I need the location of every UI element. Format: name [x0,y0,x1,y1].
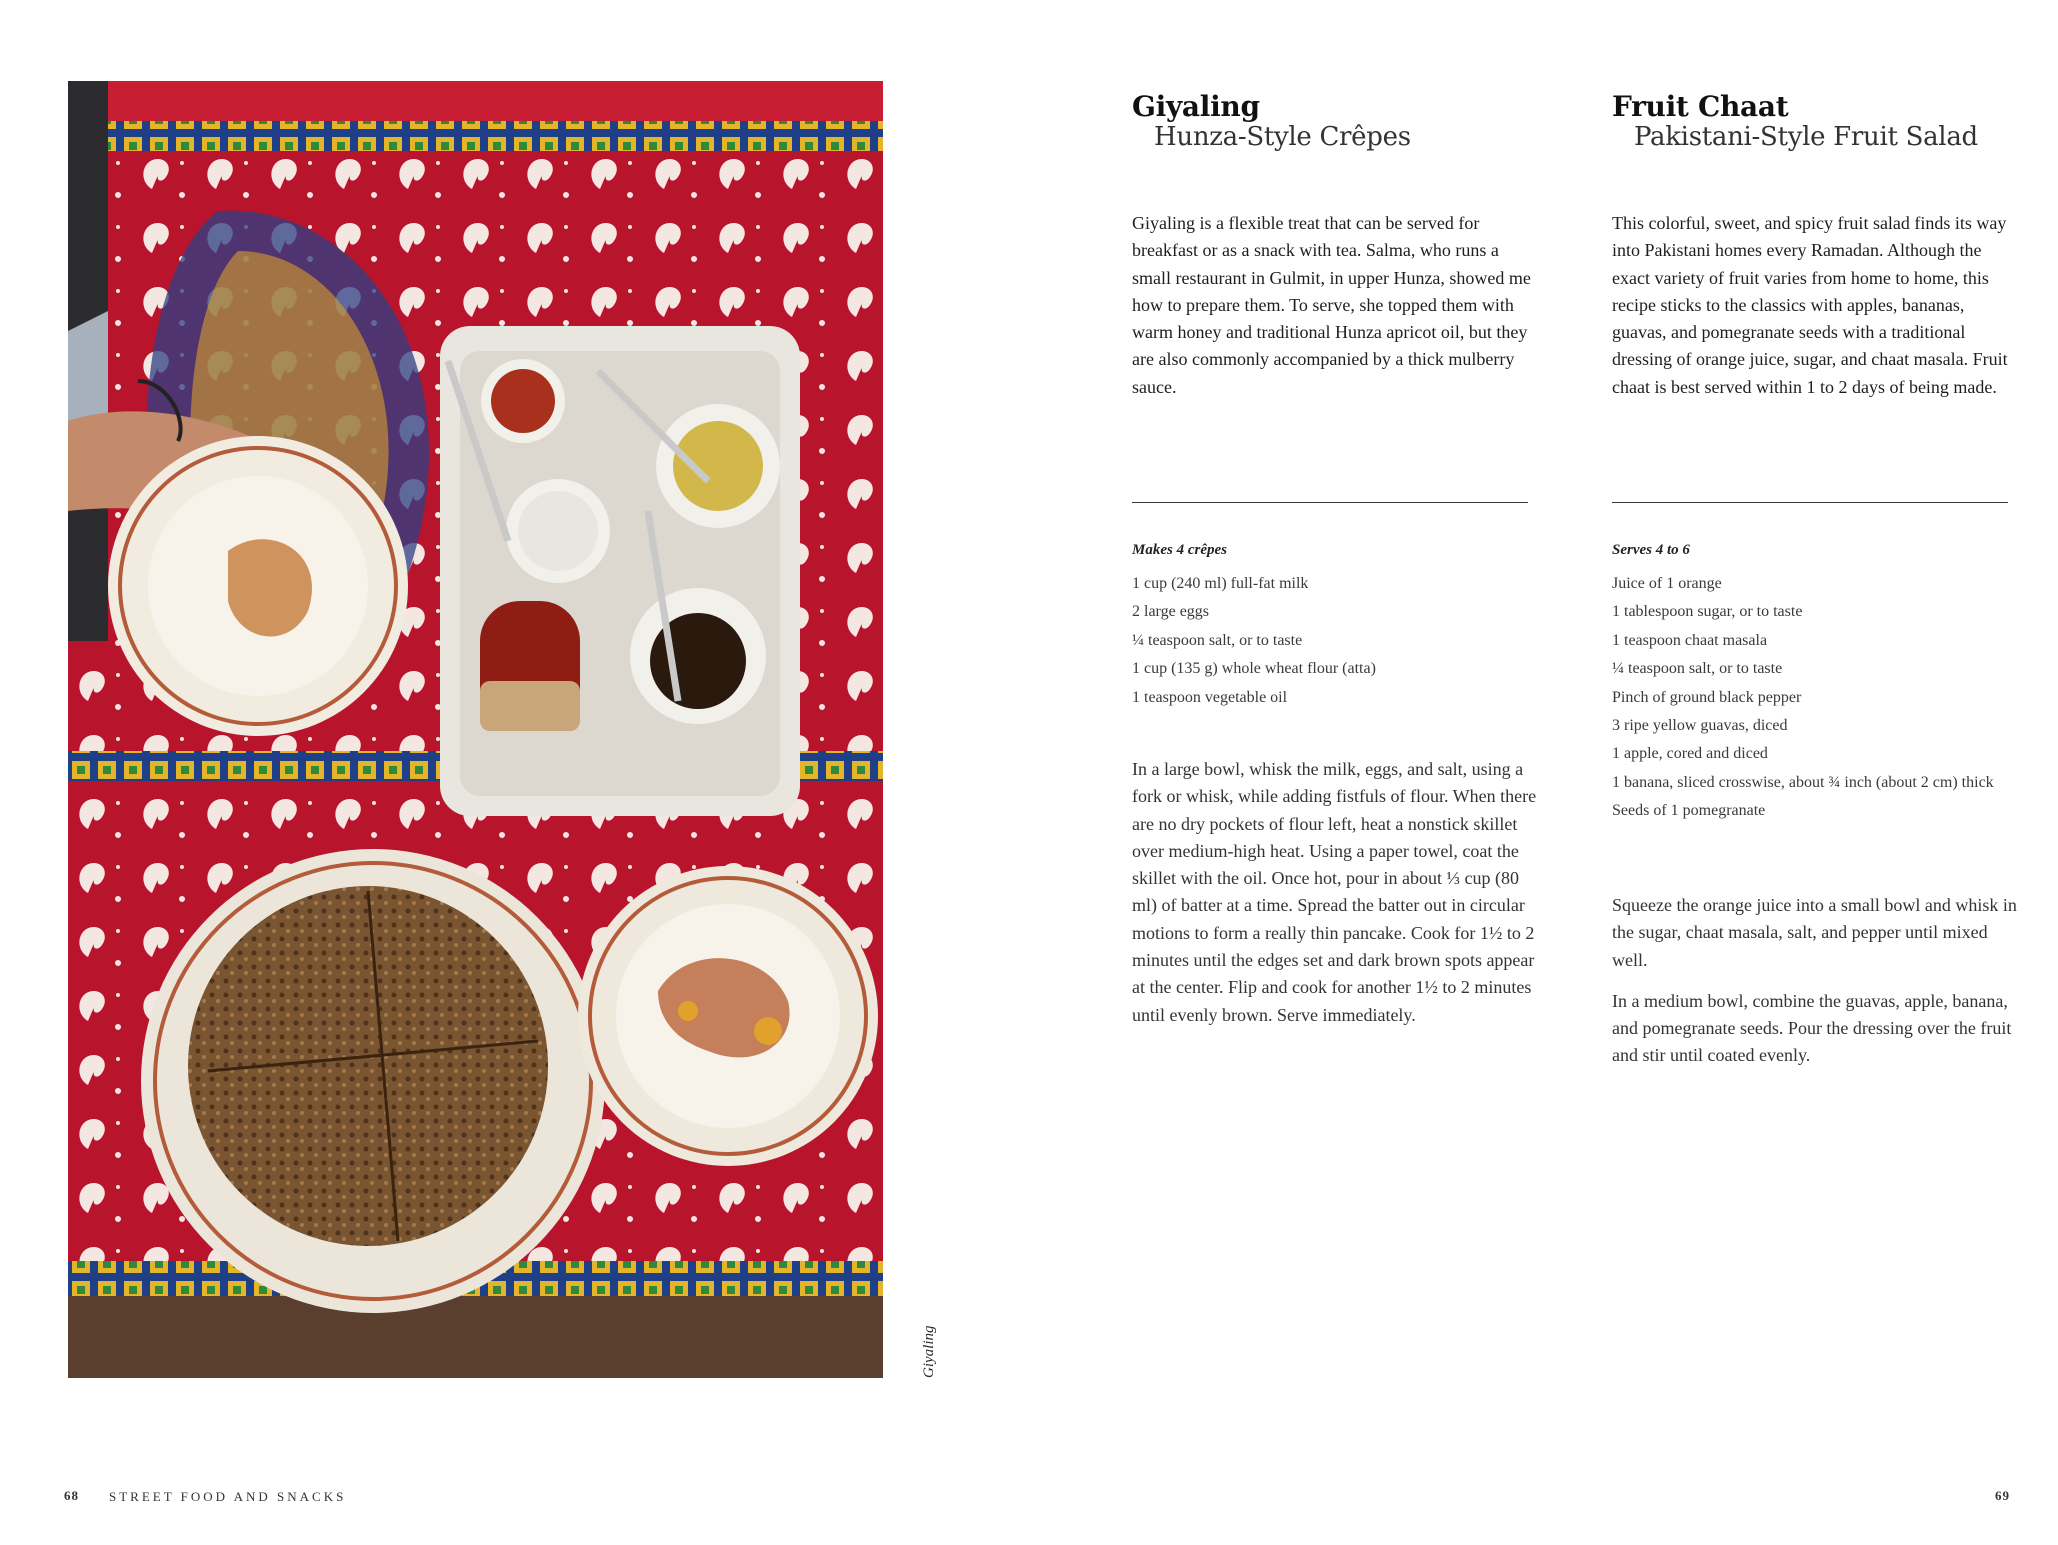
recipe-subtitle: Hunza-Style Crêpes [1154,122,1411,152]
ingredient-item: 1 cup (240 ml) full-fat milk [1132,575,1309,592]
recipe-intro: This colorful, sweet, and spicy fruit salad finds its way into Pakistani homes every Ramadan. Although the exact variety of fruit varies from home to home, this recipe sticks to the classics with apples, bananas, guavas, and pomegranate seeds with a traditional dressing of orange juice, sugar, and chaat masala. Fruit chaat is best served within 1 to 2 days of being made. [1612,213,2008,397]
recipe-method [1132,756,1537,1043]
recipe-method [1612,892,2017,1084]
page-number-left: 68 [64,1488,79,1503]
ingredient-item: ¼ teaspoon salt, or to taste [1132,631,1303,649]
ingredient-item: 1 teaspoon chaat masala [1612,631,1768,649]
method-step: Squeeze the orange juice into a small bowl and whisk in the sugar, chaat masala, salt, and pepper until mixed well. [1612,895,2017,970]
divider [1132,502,1528,503]
photo-caption: Giyaling [921,1325,937,1378]
ingredient-item: ¼ teaspoon salt, or to taste [1612,660,1783,678]
ingredient-list [1612,574,2012,830]
ingredient-item: Seeds of 1 pomegranate [1612,802,1766,820]
method-step: In a medium bowl, combine the guavas, apple, banana, and pomegranate seeds. Pour the dressing over the fruit and stir until coated evenly. [1612,990,2012,1066]
ingredient-item: Juice of 1 orange [1612,575,1722,592]
ingredient-item: 3 ripe yellow guavas, diced [1612,716,1788,734]
ingredient-item: 1 cup (135 g) whole wheat flour (atta) [1132,660,1376,678]
ingredient-item: 1 banana, sliced crosswise, about ¾ inch (about 2 cm) thick [1612,773,1994,791]
ingredient-item: 1 apple, cored and diced [1612,745,1768,763]
method-step: In a large bowl, whisk the milk, eggs, and salt, using a fork or whisk, while adding fistfuls of flour. When there are no dry pockets of flour left, heat a nonstick skillet over medium-high heat. Using a paper towel, coat the skillet with the oil. Once hot, pour in about ⅓ cup (80 ml) of batter at a time. Spread the batter out in circular motions to form a really thin pancake. Cook for 1½ to 2 minutes until the edges set and dark brown spots appear at the center. Flip and cook for another 1½ to 2 minutes until evenly brown. Serve immediately. [1132,759,1537,1025]
recipe-yield: Serves 4 to 6 [1612,542,1690,558]
section-running-head: STREET FOOD AND SNACKS [109,1489,347,1504]
ingredient-item: 1 tablespoon sugar, or to taste [1612,603,1803,621]
ingredient-item: 1 teaspoon vegetable oil [1132,688,1288,706]
giyaling-table-photo [68,81,883,1378]
recipe-title: Giyaling [1132,90,1260,123]
recipe-fruit-chaat [1612,90,2017,1066]
divider [1612,502,2008,503]
ingredient-item: 2 large eggs [1132,603,1210,621]
recipe-yield: Makes 4 crêpes [1132,542,1227,558]
ingredient-list [1132,574,1532,716]
page-number-right: 69 [1995,1488,2010,1503]
recipe-subtitle: Pakistani-Style Fruit Salad [1634,122,1978,152]
recipe-intro: Giyaling is a flexible treat that can be served for breakfast or as a snack with tea. Salma, who runs a small restaurant in Gulmit, in upper Hunza, showed me how to prepare them. To serve, she topped them with warm honey and traditional Hunza apricot oil, but they are also commonly accompanied by a thick mulberry sauce. [1132,213,1531,397]
recipe-photo [68,81,883,1378]
recipe-title: Fruit Chaat [1612,90,1789,123]
ingredient-item: Pinch of ground black pepper [1612,688,1802,706]
recipe-giyaling [1132,90,1537,1025]
